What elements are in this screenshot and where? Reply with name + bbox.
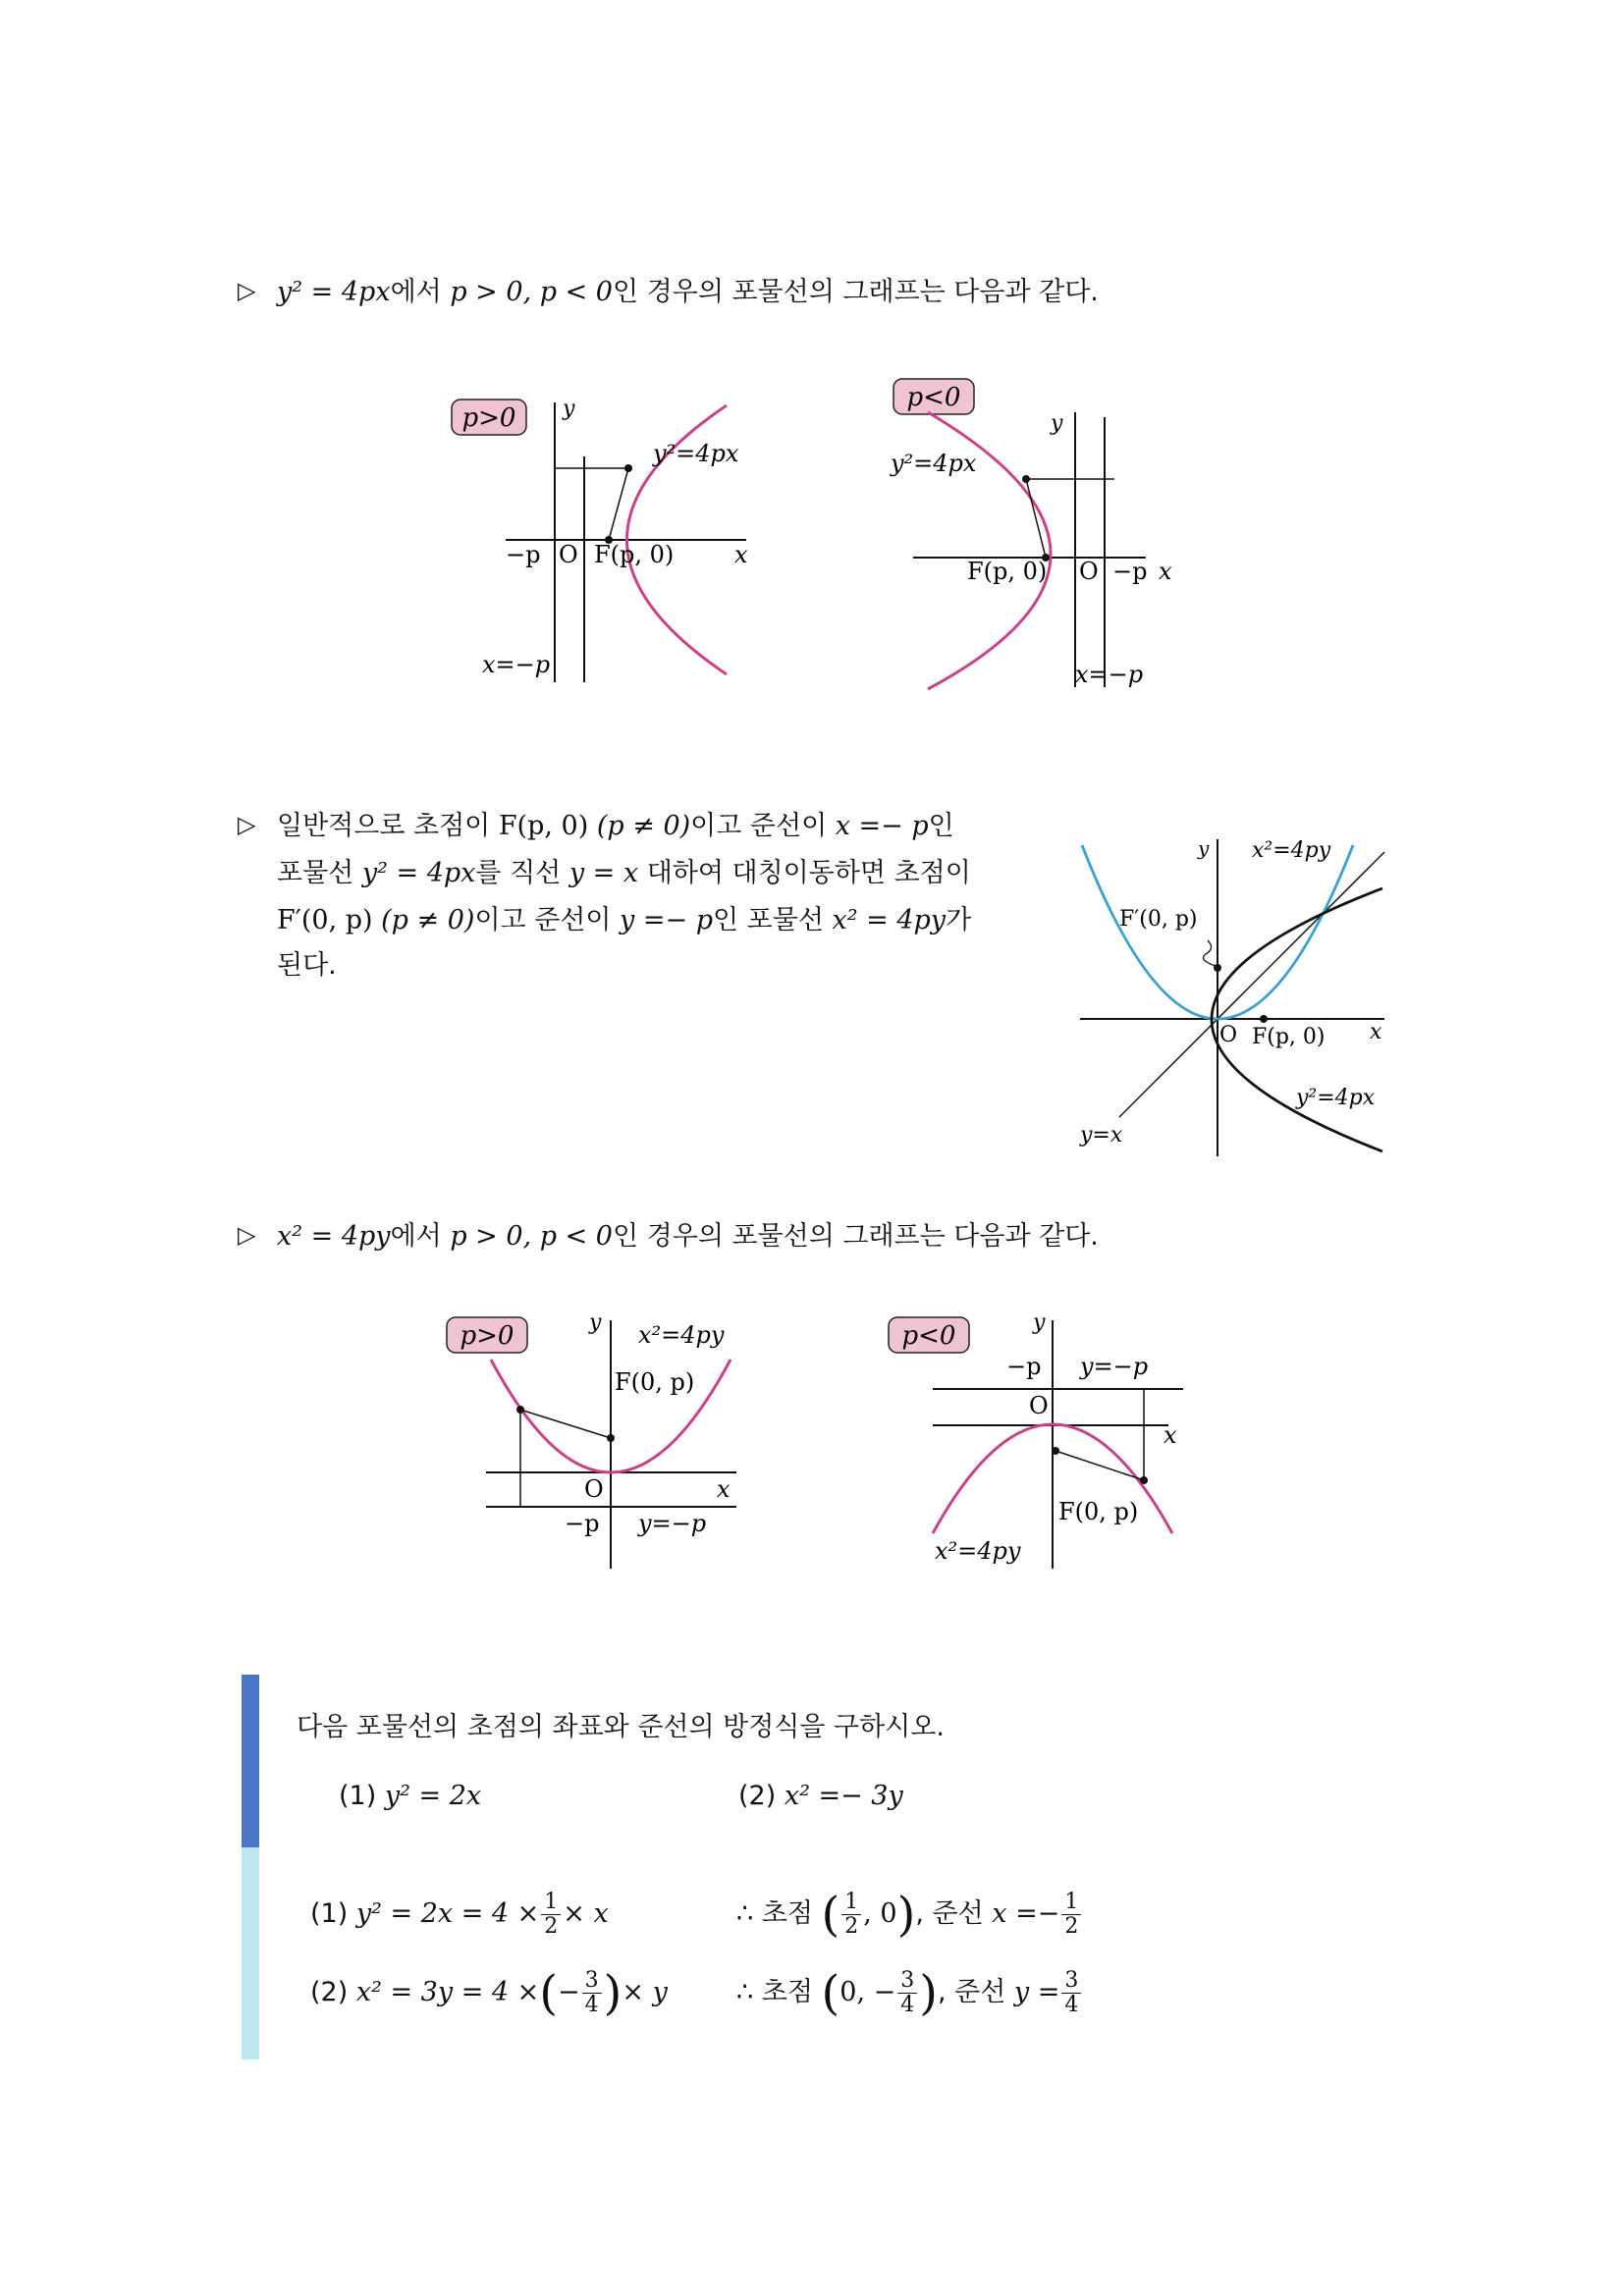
solution-1-right: ∴ 초점 ( $\frac{1}{2}$ , 0), 준선 x =− $\frac{1}{2}$ <box>736 1885 1083 1944</box>
q-equation: x² =− 3y <box>784 1781 903 1811</box>
point-first: 0, − <box>839 1977 896 2007</box>
curve-label: y²=4px <box>653 440 739 467</box>
neg-p-label: −p <box>565 1510 600 1537</box>
section2-line3 <box>277 903 971 938</box>
neg-p-label: −p <box>1112 558 1148 585</box>
equation: y² = 4px <box>361 858 476 888</box>
point <box>1022 475 1030 483</box>
directrix-label: y=−p <box>638 1510 707 1537</box>
curve-label: y²=4px <box>891 450 977 477</box>
line-label: y=x <box>1080 1123 1123 1148</box>
solution-2-left: (2) x² = 3y = 4 ×(− $\frac{3}{4}$ )× y <box>310 1965 668 2021</box>
text: 인 경우의 포물선의 그래프는 다음과 같다. <box>612 1221 1099 1252</box>
graph-y-negative <box>884 1306 1198 1571</box>
bullet-marker: ▷ <box>238 1221 256 1249</box>
point-rest: , 0 <box>863 1898 897 1929</box>
s-equation: x² = 3y = 4 × <box>355 1977 540 2007</box>
text: 이고 준선이 <box>474 905 621 935</box>
distance-lines <box>1026 479 1114 558</box>
condition: p > 0, p < 0 <box>450 277 613 307</box>
directrix-label: x=−p <box>482 651 551 678</box>
question-2 <box>738 1779 903 1814</box>
point <box>516 1406 524 1414</box>
directrix-label: , 준선 <box>915 1898 984 1929</box>
text: 인 경우의 포물선의 그래프는 다음과 같다. <box>612 277 1099 307</box>
fraction: $\frac{3}{4}$ <box>582 1969 602 2017</box>
graph-x-negative <box>889 373 1183 687</box>
distance-lines <box>555 468 628 540</box>
y-label: y <box>563 397 575 421</box>
y-label: y <box>1198 836 1210 860</box>
fraction: $\frac{1}{2}$ <box>541 1891 561 1939</box>
text: 를 직선 <box>475 858 569 888</box>
text: 에서 <box>390 1221 451 1252</box>
s-tail: × x <box>563 1898 609 1929</box>
neg-p-label: −p <box>1006 1353 1042 1380</box>
y-label: y <box>1051 411 1063 436</box>
focus-point <box>607 1434 615 1442</box>
pointer-arrow <box>1204 940 1216 966</box>
text: 포물선 <box>277 858 362 888</box>
line-eq: y = x <box>568 858 639 888</box>
focus-label: F(0, p) <box>615 1368 695 1396</box>
badge-label: p<0 <box>901 1321 956 1351</box>
bullet-marker: ▷ <box>238 811 256 838</box>
solution-2-right: ∴ 초점 (0, − $\frac{3}{4}$ ), 준선 y = $\frac{3}{4}$ <box>736 1963 1083 2022</box>
q-number: (1) <box>339 1781 377 1811</box>
fraction: $\frac{3}{4}$ <box>897 1969 917 2017</box>
badge-label: p>0 <box>460 1321 514 1351</box>
x-label: x <box>1370 1020 1382 1044</box>
fraction: $\frac{3}{4}$ <box>1061 1969 1081 2017</box>
directrix-eq: y = <box>1013 1977 1060 2007</box>
text: 일반적으로 초점이 <box>277 811 499 841</box>
section1-sentence <box>277 275 1099 310</box>
focus-label: F(p, 0) <box>967 558 1048 585</box>
question-1 <box>339 1779 481 1814</box>
problem-prompt: 다음 포물선의 초점의 좌표와 준선의 방정식을 구하시오. <box>297 1712 945 1742</box>
section3-sentence <box>277 1219 1099 1255</box>
focus-label: F(0, p) <box>1058 1498 1139 1525</box>
neg-p-label: −p <box>506 541 541 568</box>
text: 가 <box>946 905 972 935</box>
equation: x² = 4py <box>277 1221 391 1252</box>
focus-x-label: F(p, 0) <box>1252 1025 1326 1049</box>
focus-point <box>1052 1447 1059 1455</box>
y-label: y <box>589 1310 602 1335</box>
origin-label: O <box>584 1475 604 1503</box>
therefore-focus: ∴ 초점 <box>736 1977 813 2007</box>
y-label: y <box>1033 1310 1046 1335</box>
graph-y-positive <box>442 1306 766 1571</box>
focus-point-x <box>1260 1015 1268 1023</box>
origin-label: O <box>1029 1392 1049 1419</box>
curve-label: x²=4py <box>935 1537 1021 1565</box>
directrix-eq: x =− p <box>835 811 929 841</box>
q-number: (2) <box>738 1781 777 1811</box>
bullet-marker: ▷ <box>238 277 256 304</box>
text: 이고 준선이 <box>690 811 836 841</box>
directrix-label: x=−p <box>1075 661 1144 688</box>
point <box>1140 1476 1148 1484</box>
line-y-eq-x <box>1119 852 1384 1117</box>
x-label: x <box>1164 1421 1177 1449</box>
q-equation: y² = 2x <box>384 1781 482 1811</box>
minus: − <box>558 1977 580 2007</box>
s-tail: × y <box>622 1977 668 2007</box>
therefore-focus: ∴ 초점 <box>736 1898 813 1929</box>
focus-coord: F′(0, p) <box>277 905 373 935</box>
top-curve-label: x²=4py <box>1252 838 1331 863</box>
directrix-eq: y =− p <box>620 905 713 935</box>
x-label: x <box>717 1475 731 1503</box>
s-equation: y² = 2x = 4 × <box>355 1898 540 1929</box>
origin-label: O <box>1219 1023 1238 1047</box>
text: 대하여 대칭이동하면 초점이 <box>638 858 971 888</box>
condition: p > 0, p < 0 <box>450 1221 613 1252</box>
s-number: (2) <box>310 1977 349 2007</box>
condition: (p ≠ 0) <box>372 905 475 935</box>
problem-bar <box>242 1675 259 1847</box>
directrix-eq: x =− <box>992 1898 1060 1929</box>
badge-label: p<0 <box>906 383 961 412</box>
directrix-label: y=−p <box>1080 1353 1149 1380</box>
solution-1-left <box>310 1885 609 1944</box>
equation: x² = 4py <box>832 905 947 935</box>
origin-label: O <box>1079 558 1099 585</box>
section2-line1 <box>277 809 954 844</box>
text: 인 <box>928 811 954 841</box>
badge-label: p>0 <box>461 403 516 433</box>
condition: (p ≠ 0) <box>588 811 691 841</box>
equation: y² = 4px <box>277 277 391 307</box>
distance-lines <box>1056 1389 1144 1480</box>
directrix-label: , 준선 <box>937 1977 1006 2007</box>
graph-symmetry <box>1070 828 1404 1161</box>
bottom-curve-label: y²=4px <box>1296 1086 1376 1110</box>
x-label: x <box>734 541 748 568</box>
section2-line4: 된다. <box>277 950 337 981</box>
fraction: $\frac{1}{2}$ <box>841 1891 861 1939</box>
section2-line2 <box>277 856 971 891</box>
s-number: (1) <box>310 1898 349 1929</box>
text: 에서 <box>390 277 451 307</box>
solution-bar <box>242 1847 259 2059</box>
focus-coord: F(p, 0) <box>498 811 589 841</box>
fraction: $\frac{1}{2}$ <box>1061 1891 1081 1939</box>
text: 인 포물선 <box>713 905 833 935</box>
origin-label: O <box>559 541 578 568</box>
focus-y-label: F′(0, p) <box>1119 907 1198 932</box>
point <box>624 464 632 472</box>
curve-label: x²=4py <box>638 1321 725 1349</box>
focus-label: F(p, 0) <box>594 541 675 568</box>
graph-x-positive <box>447 388 781 702</box>
x-label: x <box>1159 558 1172 585</box>
